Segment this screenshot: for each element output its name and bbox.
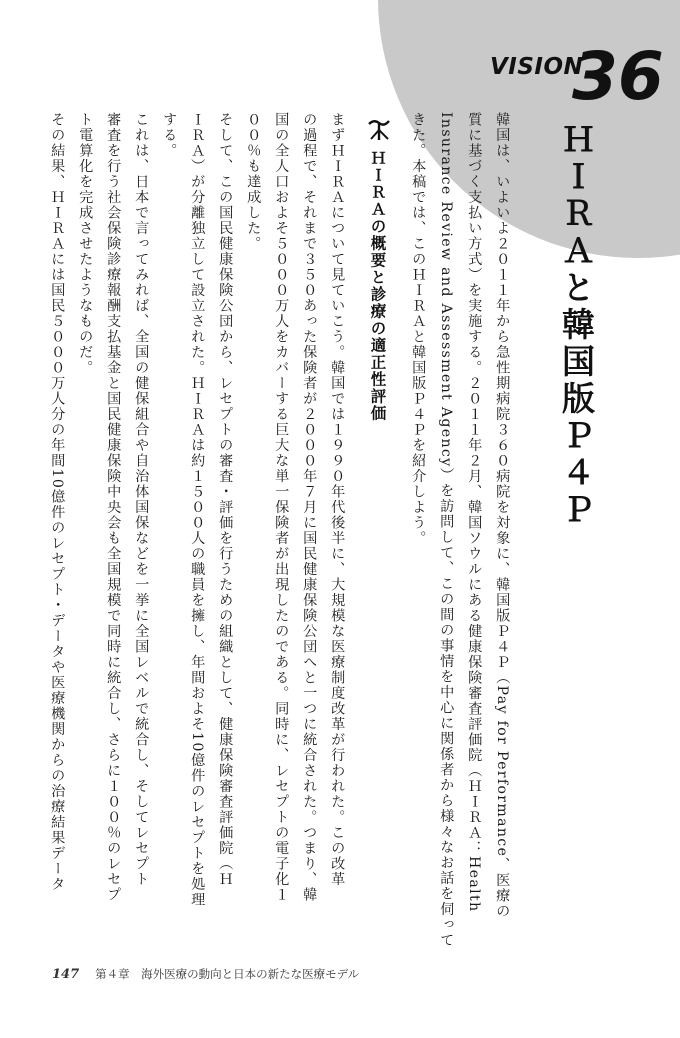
vision-label: VISION: [490, 54, 584, 80]
body-line: する。: [161, 112, 178, 159]
body-line: まずＨＩＲＡについて見ていこう。韓国では１９９０年代後半に、大規模な医療制度改革が行われた。この改革: [329, 112, 346, 887]
page-footer: [52, 966, 359, 982]
intro-line: Insurance Review and Assessment Agency）を訪問して、この間の事情を中心に関係者から様々なお話を伺って: [438, 112, 455, 948]
body-line: ト電算化を完成させたようなものだ。: [77, 112, 94, 376]
body-line: その結果、ＨＩＲＡには国民５０００万人分の年間10億件のレセプト・データや医療機関からの治療結果データ: [49, 112, 66, 893]
body-line: 国の全人口およそ５０００万人をカバーする巨大な単一保険者が出現したのである。同時に、レセプトの電子化１: [273, 112, 290, 903]
intro-line: きた。本稿では、このＨＩＲＡと韓国版Ｐ４Ｐを紹介しよう。: [410, 112, 427, 546]
body-line: そして、この国民健康保険公団から、レセプトの審査・評価を行うための組織として、健康保険審査評価院（Ｈ: [217, 112, 234, 887]
running-chapter-title: 第４章 海外医療の動向と日本の新たな医療モデル: [95, 967, 360, 981]
body-line: 審査を行う社会保険診療報酬支払基金と国民健康保険中央会も全国規模で同時に統合し、さらに１００％のレセプ: [105, 112, 122, 903]
section-mark-icon: [366, 116, 392, 142]
body-line: ００％も達成した。: [245, 112, 262, 252]
vision-number: 36: [572, 38, 664, 115]
intro-line: 質に基づく支払い方式）を実施する。２０１１年２月、韓国ソウルにある健康保険審査評価院（ＨＩＲＡ：Health: [466, 112, 483, 913]
body-line: ＩＲＡ）が分離独立して設立された。ＨＩＲＡは約１５００人の職員を擁し、年間およそ10億件のレセプトを処理: [189, 112, 206, 908]
chapter-title: ＨＩＲＡと韓国版Ｐ４Ｐ: [557, 122, 596, 529]
body-line: これは、日本で言ってみれば、全国の健保組合や自治体国保などを一挙に全国レベルで統合し、そしてレセプト: [133, 112, 150, 887]
intro-line: 韓国は、いよいよ２０１１年から急性期病院３６０病院を対象に、韓国版Ｐ４Ｐ（Pay for Performance、医療の: [494, 112, 511, 920]
page-number: 147: [52, 967, 80, 982]
section-heading: ＨＩＲＡの概要と診療の適正性評価: [368, 150, 387, 422]
body-line: の過程で、それまで３５０あった保険者が２０００年７月に国民健康保険公団へと一つに統合された。つまり、韓: [301, 112, 318, 903]
